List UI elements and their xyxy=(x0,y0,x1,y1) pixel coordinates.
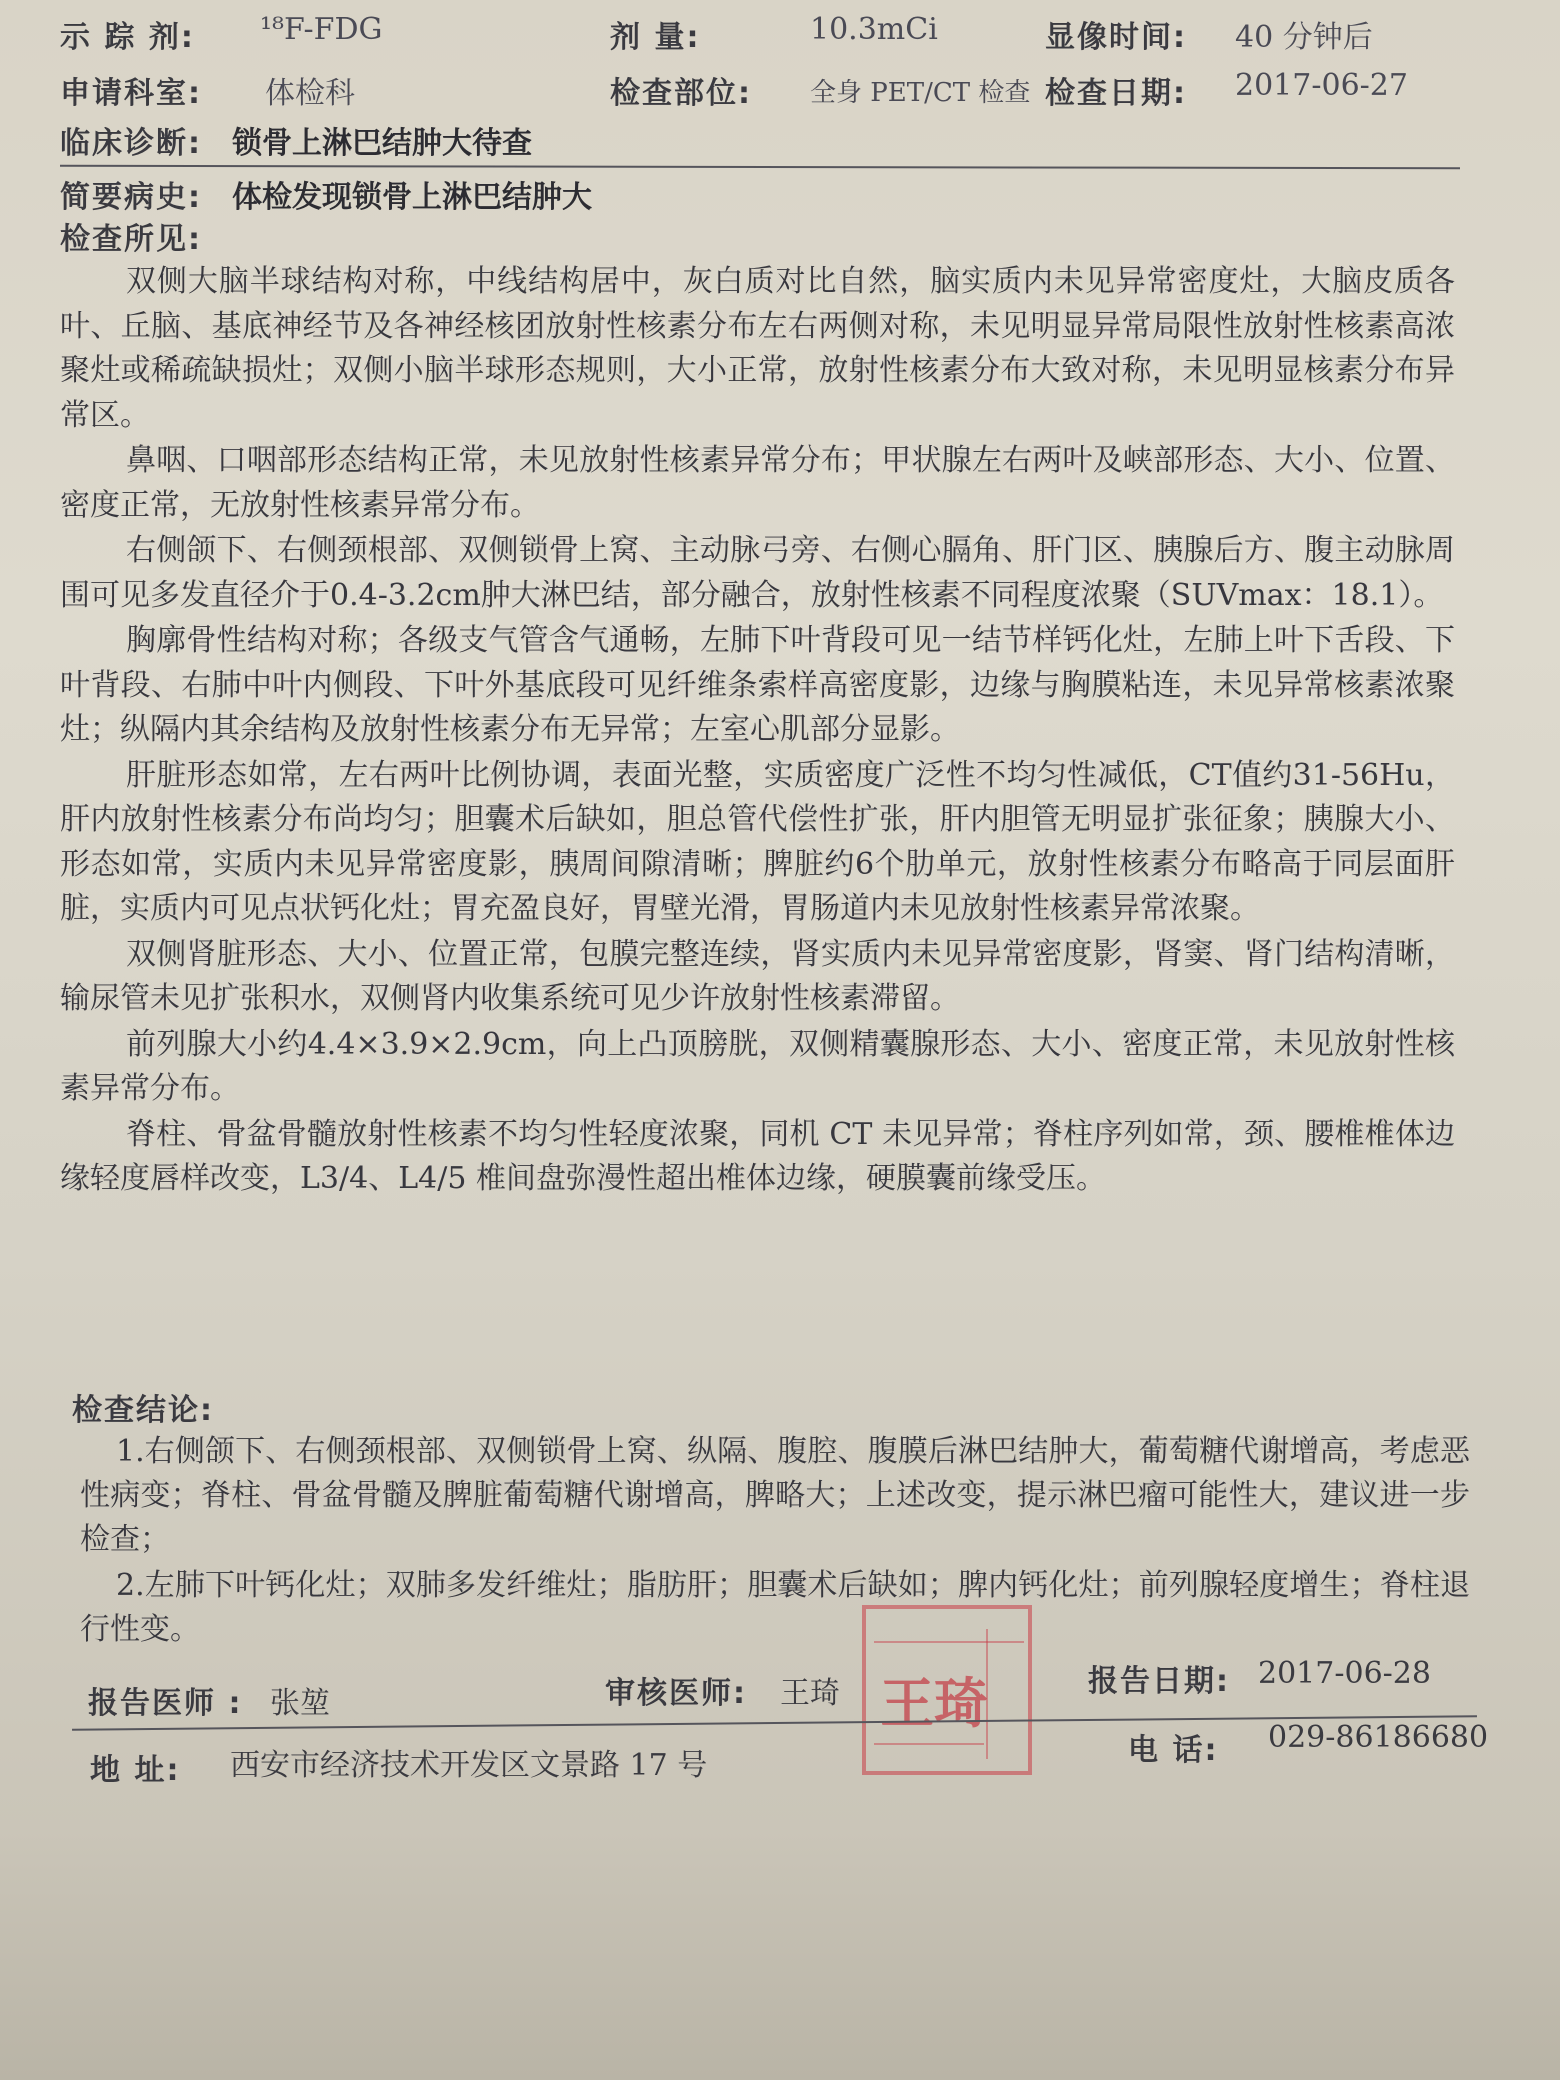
site-value: 全身 PET/CT 检查 xyxy=(810,78,1031,108)
phone-value: 029-86186680 xyxy=(1268,1720,1489,1755)
dept-label: 申请科室: xyxy=(60,76,202,111)
report-date-label: 报告日期: xyxy=(1088,1664,1230,1699)
header-row-1 xyxy=(60,12,1490,62)
imaging-time-label: 显像时间: xyxy=(1045,20,1187,55)
reviewer-label: 审核医师: xyxy=(605,1676,747,1711)
findings-paragraph-head-neck: 鼻咽、口咽部形态结构正常，未见放射性核素异常分布；甲状腺左右两叶及峡部形态、大小、位置、密度正常，无放射性核素异常分布。 xyxy=(60,443,1455,523)
stamp-name: 王琦 xyxy=(880,1671,988,1735)
findings-paragraph-kidneys: 双侧肾脏形态、大小、位置正常，包膜完整连续，肾实质内未见异常密度影，肾窦、肾门结构清晰，输尿管未见扩张积水，双侧肾内收集系统可见少许放射性核素滞留。 xyxy=(60,936,1455,1016)
tracer-label: 示 踪 剂: xyxy=(60,20,195,55)
findings-paragraph-abdomen: 肝脏形态如常，左右两叶比例协调，表面光整，实质密度广泛性不均匀性减低，CT值约31-56Hu，肝内放射性核素分布尚均匀；胆囊术后缺如，胆总管代偿性扩张，肝内胆管无明显扩张征象；胰腺大小、形态如常，实质内未见异常密度影，胰周间隙清晰；脾脏约6个肋单元，放射性核素分布略高于同层面肝脏，实质内可见点状钙化灶；胃充盈良好，胃壁光滑，胃肠道内未见放射性核素异常浓聚。 xyxy=(60,757,1455,926)
diagnosis-label: 临床诊断: xyxy=(60,126,202,161)
address-value: 西安市经济技术开发区文景路 17 号 xyxy=(230,1748,708,1783)
exam-date-value: 2017-06-27 xyxy=(1235,68,1408,103)
conclusion-item-2: 2.左肺下叶钙化灶；双肺多发纤维灶；脂肪肝；胆囊术后缺如；脾内钙化灶；前列腺轻度增生；脊柱退行性变。 xyxy=(80,1568,1470,1647)
findings-paragraph-prostate: 前列腺大小约4.4×3.9×2.9cm，向上凸顶膀胱，双侧精囊腺形态、大小、密度正常，未见放射性核素异常分布。 xyxy=(60,1026,1455,1106)
report-date-value: 2017-06-28 xyxy=(1258,1656,1431,1691)
header-row-2 xyxy=(60,68,1490,118)
history-label: 简要病史: xyxy=(60,180,202,215)
dose-label: 剂 量: xyxy=(610,20,701,55)
phone-label: 电 话: xyxy=(1128,1733,1219,1768)
stamp-side-band xyxy=(986,1629,1016,1759)
findings-body xyxy=(60,260,1455,1203)
findings-paragraph-lymph-nodes: 右侧颌下、右侧颈根部、双侧锁骨上窝、主动脉弓旁、右侧心膈角、肝门区、胰腺后方、腹主动脉周围可见多发直径介于0.4-3.2cm肿大淋巴结，部分融合，放射性核素不同程度浓聚（SUVmax：18.1）。 xyxy=(60,533,1455,613)
reporter-value: 张堃 xyxy=(270,1686,330,1721)
reporter-label: 报告医师 : xyxy=(88,1686,243,1721)
findings-paragraph-spine: 脊柱、骨盆骨髓放射性核素不均匀性轻度浓聚，同机 CT 未见异常；脊柱序列如常，颈、腰椎椎体边缘轻度唇样改变，L3/4、L4/5 椎间盘弥漫性超出椎体边缘，硬膜囊前缘受压。 xyxy=(60,1116,1455,1196)
conclusion-title: 检查结论: xyxy=(72,1393,214,1428)
conclusion-body xyxy=(80,1430,1470,1654)
history-value: 体检发现锁骨上淋巴结肿大 xyxy=(232,180,592,215)
findings-paragraph-brain: 双侧大脑半球结构对称，中线结构居中，灰白质对比自然，脑实质内未见异常密度灶，大脑皮质各叶、丘脑、基底神经节及各神经核团放射性核素分布左右两侧对称，未见明显异常局限性放射性核素高浓聚灶或稀疏缺损灶；双侧小脑半球形态规则，大小正常，放射性核素分布大致对称，未见明显核素分布异常区。 xyxy=(60,264,1455,433)
findings-title: 检查所见: xyxy=(60,222,202,257)
tracer-value: ¹⁸F-FDG xyxy=(260,12,383,47)
findings-paragraph-chest: 胸廓骨性结构对称；各级支气管含气通畅，左肺下叶背段可见一结节样钙化灶，左肺上叶下舌段、下叶背段、右肺中叶内侧段、下叶外基底段可见纤维条索样高密度影，边缘与胸膜粘连，未见异常核素浓聚灶；纵隔内其余结构及放射性核素分布无异常；左室心肌部分显影。 xyxy=(60,623,1455,747)
dose-value: 10.3mCi xyxy=(810,12,938,47)
conclusion-item-1: 1.右侧颌下、右侧颈根部、双侧锁骨上窝、纵隔、腹腔、腹膜后淋巴结肿大，葡萄糖代谢增高，考虑恶性病变；脊柱、骨盆骨髓及脾脏葡萄糖代谢增高，脾略大；上述改变，提示淋巴瘤可能性大，建议进一步检查； xyxy=(80,1434,1470,1557)
imaging-time-value: 40 分钟后 xyxy=(1235,20,1373,55)
site-label: 检查部位: xyxy=(610,76,752,111)
dept-value: 体检科 xyxy=(265,76,355,111)
reviewer-value: 王琦 xyxy=(780,1676,840,1711)
diagnosis-row xyxy=(60,118,1490,168)
diagnosis-value: 锁骨上淋巴结肿大待查 xyxy=(232,126,532,161)
history-row xyxy=(60,172,1490,222)
exam-date-label: 检查日期: xyxy=(1045,76,1187,111)
address-label: 地 址: xyxy=(90,1753,181,1788)
doctor-seal-stamp xyxy=(862,1605,1032,1775)
stamp-bottom-band xyxy=(874,1743,984,1763)
